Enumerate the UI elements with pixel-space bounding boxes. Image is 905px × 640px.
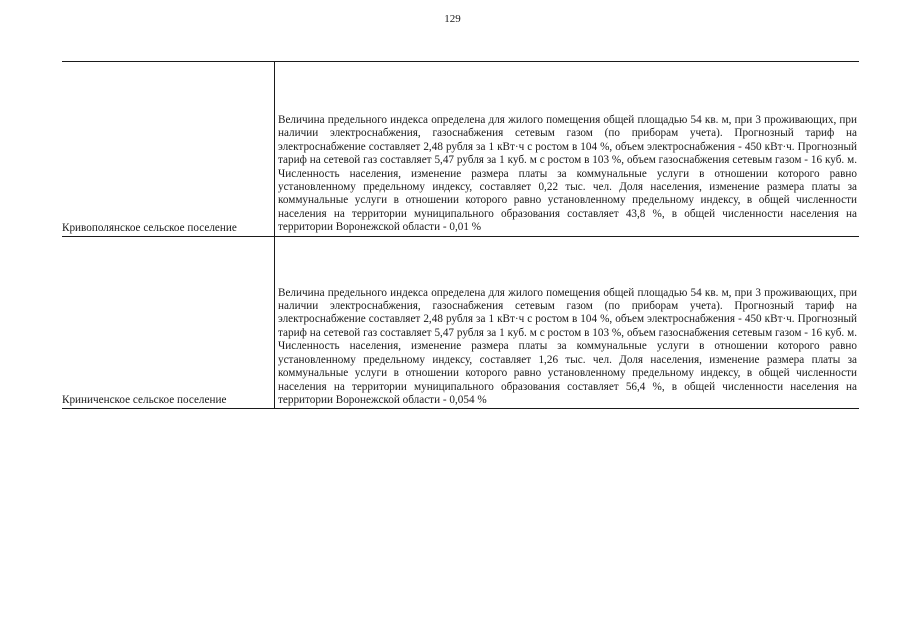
settlement-name: Кривополянское сельское поселение <box>62 62 275 237</box>
table-row <box>62 62 859 237</box>
description-cell <box>275 236 860 409</box>
settlement-name: Криниченское сельское поселение <box>62 236 275 409</box>
page-number: 129 <box>444 13 461 25</box>
description-cell <box>275 62 860 237</box>
description-text: Величина предельного индекса определена для жилого помещения общей площадью 54 кв. м, при 3 проживающих, при наличии электроснабжения, газоснабжения сетевым газом (по приборам учета). Прогнозный тариф на электроснабжение составляет 2,48 рубля за 1 кВт·ч с ростом в 104 %, объем электроснабжения - 450 кВт·ч. Прогнозный тариф на сетевой газ составляет 5,47 рубля за 1 куб. м с ростом в 103 %, объем газоснабжения сетевым газом - 16 куб. м. Численность населения, изменение размера платы за коммунальные услуги в отношении которого равно установленному предельному индексу, составляет 0,22 тыс. чел. Доля населения, изменение размера платы за коммунальные услуги в отношении которого равно установленному предельному индексу, в общей численности населения на территории муниципального образования составляет 43,8 %, в общей численности населения на территории Воронежской области - 0,01 % <box>278 114 857 234</box>
table-row <box>62 236 859 409</box>
description-text: Величина предельного индекса определена для жилого помещения общей площадью 54 кв. м, при 3 проживающих, при наличии электроснабжения, газоснабжения сетевым газом (по приборам учета). Прогнозный тариф на электроснабжение составляет 2,48 рубля за 1 кВт·ч с ростом в 104 %, объем электроснабжения - 450 кВт·ч. Прогнозный тариф на сетевой газ составляет 5,47 рубля за 1 куб. м с ростом в 103 %, объем газоснабжения сетевым газом - 16 куб. м. Численность населения, изменение размера платы за коммунальные услуги в отношении которого равно установленному предельному индексу, составляет 1,26 тыс. чел. Доля населения, изменение размера платы за коммунальные услуги в отношении которого равно установленному предельному индексу, в общей численности населения на территории муниципального образования составляет 56,4 %, в общей численности населения на территории Воронежской области - 0,054 % <box>278 286 857 406</box>
settlement-table <box>62 61 859 409</box>
